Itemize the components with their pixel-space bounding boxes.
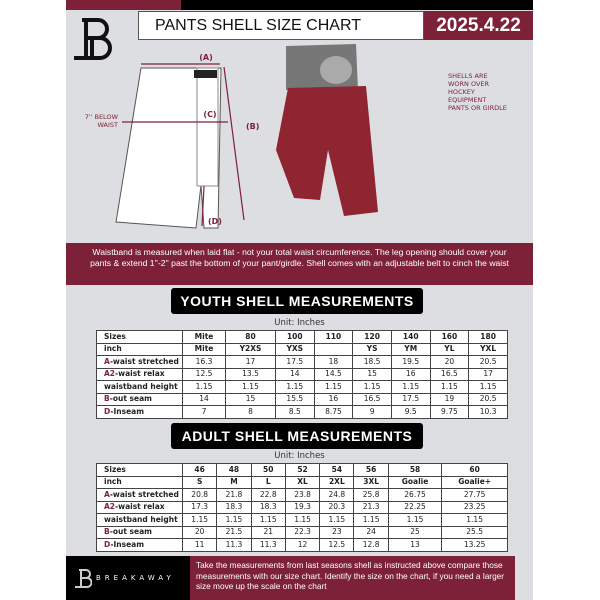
table-cell: 25 [388, 526, 442, 539]
table-cell: Mite [183, 331, 226, 344]
c-measure-note: 7'' BELOW WAIST [84, 113, 118, 129]
row-label [97, 343, 183, 356]
table-row [97, 343, 508, 356]
row-label [97, 406, 183, 419]
table-cell: 17 [226, 356, 276, 369]
table-row [97, 514, 508, 527]
table-cell: 16 [391, 368, 430, 381]
table-cell: 18.3 [217, 501, 251, 514]
table-cell: 1.15 [183, 514, 217, 527]
row-label-text: -waist relax [115, 502, 165, 512]
table-cell: 17.5 [275, 356, 314, 369]
table-row [97, 368, 508, 381]
pants-diagram [66, 40, 533, 243]
footer-brand: BREAKAWAY [96, 574, 175, 582]
table-cell: 1.15 [430, 381, 469, 394]
table-cell: 8 [226, 406, 276, 419]
table-cell: 15 [353, 368, 392, 381]
table-cell: 21 [251, 526, 285, 539]
table-cell: 1.15 [217, 514, 251, 527]
table-cell: 25.8 [354, 489, 388, 502]
table-cell: 56 [354, 464, 388, 477]
table-cell: 100 [275, 331, 314, 344]
table-cell: 16.5 [353, 393, 392, 406]
table-cell: YM [391, 343, 430, 356]
table-cell: 10.3 [469, 406, 508, 419]
table-cell: 8.75 [314, 406, 353, 419]
table-cell: 1.15 [320, 514, 354, 527]
table-cell: 18 [314, 356, 353, 369]
row-label [97, 464, 183, 477]
row-label-text: -waist stretched [109, 489, 179, 499]
label-b: (B) [246, 122, 260, 131]
row-label-text: -waist stretched [109, 356, 179, 366]
row-label [97, 381, 183, 394]
row-label-text: inch [104, 477, 122, 487]
table-row [97, 331, 508, 344]
table-cell: 22.3 [285, 526, 319, 539]
table-row [97, 356, 508, 369]
table-cell: L [251, 476, 285, 489]
table-cell: 16.5 [430, 368, 469, 381]
table-cell: Goalie [388, 476, 442, 489]
table-cell: 160 [430, 331, 469, 344]
table-cell: 25.5 [442, 526, 508, 539]
table-cell: 80 [226, 331, 276, 344]
table-cell: 24.8 [320, 489, 354, 502]
size-chart-sheet [66, 0, 533, 600]
table-cell: 20.5 [469, 393, 508, 406]
table-cell: S [183, 476, 217, 489]
row-label-text: Sizes [104, 464, 126, 474]
table-cell: 54 [320, 464, 354, 477]
table-cell: 23 [320, 526, 354, 539]
adult-unit: Unit: Inches [274, 451, 325, 461]
youth-table [96, 330, 508, 419]
table-cell: 19 [430, 393, 469, 406]
row-label [97, 356, 183, 369]
row-label-prefix: A [104, 356, 110, 366]
table-cell: 21.3 [354, 501, 388, 514]
table-cell: 13.5 [226, 368, 276, 381]
row-label-prefix: D [104, 539, 111, 549]
table-row [97, 501, 508, 514]
table-row [97, 381, 508, 394]
table-cell: Y2XS [226, 343, 276, 356]
shell-note: SHELLS ARE WORN OVER HOCKEY EQUIPMENT PANTS OR GIRDLE [448, 72, 507, 112]
table-cell: 12 [285, 539, 319, 552]
table-cell: 140 [391, 331, 430, 344]
table-cell: 1.15 [226, 381, 276, 394]
row-label-prefix: B [104, 394, 110, 404]
table-cell: 9 [353, 406, 392, 419]
table-row [97, 526, 508, 539]
row-label-prefix: A [104, 489, 110, 499]
youth-heading: YOUTH SHELL MEASUREMENTS [171, 288, 423, 314]
footer-logo-icon [74, 568, 92, 588]
table-row [97, 539, 508, 552]
row-label-text: waistband height [104, 381, 178, 391]
table-cell: 16.3 [183, 356, 226, 369]
table-cell: Goalie+ [442, 476, 508, 489]
row-label [97, 514, 183, 527]
row-label-text: -waist relax [115, 369, 165, 379]
table-cell: YXS [275, 343, 314, 356]
row-label [97, 489, 183, 502]
adult-heading: ADULT SHELL MEASUREMENTS [171, 423, 423, 449]
table-cell: 20 [183, 526, 217, 539]
row-label-text: -out seam [109, 527, 152, 537]
row-label-text: -Inseam [110, 406, 145, 416]
table-cell: 13 [388, 539, 442, 552]
table-cell: 60 [442, 464, 508, 477]
table-cell: 12.8 [354, 539, 388, 552]
table-cell: YL [430, 343, 469, 356]
table-cell: 1.15 [251, 514, 285, 527]
table-cell: 1.15 [353, 381, 392, 394]
table-cell: 20.8 [183, 489, 217, 502]
table-cell: 9.75 [430, 406, 469, 419]
table-cell: 11.3 [251, 539, 285, 552]
youth-unit: Unit: Inches [274, 318, 325, 328]
table-cell: 26.75 [388, 489, 442, 502]
table-cell: 21.5 [217, 526, 251, 539]
label-c: (C) [203, 110, 217, 119]
table-cell: 17.3 [183, 501, 217, 514]
table-cell: 15.5 [275, 393, 314, 406]
table-cell [314, 343, 353, 356]
label-d: (D) [208, 217, 222, 226]
table-cell: 20 [430, 356, 469, 369]
table-cell: 7 [183, 406, 226, 419]
table-cell: 1.15 [314, 381, 353, 394]
table-cell: 1.15 [285, 514, 319, 527]
row-label-prefix: D [104, 406, 111, 416]
table-cell: 1.15 [183, 381, 226, 394]
row-label-prefix: B [104, 527, 110, 537]
table-cell: XL [285, 476, 319, 489]
table-cell: 18.5 [353, 356, 392, 369]
label-a: (A) [199, 53, 213, 62]
table-cell: 2XL [320, 476, 354, 489]
row-label [97, 526, 183, 539]
row-label-prefix: A2 [104, 369, 116, 379]
table-cell: 18.3 [251, 501, 285, 514]
table-cell: 12.5 [320, 539, 354, 552]
table-cell: 19.3 [285, 501, 319, 514]
table-cell: 11.3 [217, 539, 251, 552]
table-cell: 20.3 [320, 501, 354, 514]
row-label-text: -Inseam [110, 539, 145, 549]
table-cell: 23.8 [285, 489, 319, 502]
table-cell: 14.5 [314, 368, 353, 381]
table-row [97, 393, 508, 406]
table-row [97, 476, 508, 489]
top-black-bar [181, 0, 533, 10]
table-cell: 180 [469, 331, 508, 344]
row-label-text: waistband height [104, 514, 178, 524]
table-cell: M [217, 476, 251, 489]
table-cell: 12.5 [183, 368, 226, 381]
table-cell: 21.8 [217, 489, 251, 502]
table-cell: 9.5 [391, 406, 430, 419]
table-row [97, 489, 508, 502]
table-cell: 58 [388, 464, 442, 477]
table-cell: 48 [217, 464, 251, 477]
table-cell: 20.5 [469, 356, 508, 369]
row-label-prefix: A2 [104, 502, 116, 512]
table-cell: 14 [183, 393, 226, 406]
table-cell: 23.25 [442, 501, 508, 514]
top-accent-bar [66, 0, 181, 10]
info-banner: Waistband is measured when laid flat - not your total waist circumference. The leg opening should cover your pants & extend 1''-2'' past the bottom of your pant/girdle. Shell comes with an adjustable belt to cinch the waist [66, 243, 533, 285]
footer-instructions: Take the measurements from last seasons shell as instructed above compare those measurements with our size chart. Identify the size on the chart, if you need a larger size move up the scale on the chart [190, 556, 515, 600]
table-cell: 13.25 [442, 539, 508, 552]
table-row [97, 406, 508, 419]
table-cell: 120 [353, 331, 392, 344]
table-cell: 14 [275, 368, 314, 381]
table-cell: 22.8 [251, 489, 285, 502]
row-label [97, 331, 183, 344]
row-label-text: Sizes [104, 331, 126, 341]
table-cell: 1.15 [275, 381, 314, 394]
table-cell: 15 [226, 393, 276, 406]
table-cell: YS [353, 343, 392, 356]
table-cell: YXL [469, 343, 508, 356]
adult-table [96, 463, 508, 552]
table-cell: 17 [469, 368, 508, 381]
table-cell: 22.25 [388, 501, 442, 514]
table-cell: 110 [314, 331, 353, 344]
table-cell: Mite [183, 343, 226, 356]
row-label [97, 476, 183, 489]
table-cell: 46 [183, 464, 217, 477]
table-cell: 27.75 [442, 489, 508, 502]
page-title: PANTS SHELL SIZE CHART [138, 11, 424, 40]
table-cell: 11 [183, 539, 217, 552]
table-cell: 1.15 [442, 514, 508, 527]
table-cell: 3XL [354, 476, 388, 489]
table-cell: 1.15 [391, 381, 430, 394]
row-label [97, 539, 183, 552]
date-badge: 2025.4.22 [424, 11, 533, 40]
row-label-text: -out seam [109, 394, 152, 404]
row-label [97, 501, 183, 514]
row-label-text: inch [104, 344, 122, 354]
table-cell: 1.15 [469, 381, 508, 394]
row-label [97, 368, 183, 381]
table-cell: 50 [251, 464, 285, 477]
table-cell: 19.5 [391, 356, 430, 369]
table-cell: 24 [354, 526, 388, 539]
table-row [97, 464, 508, 477]
table-cell: 1.15 [388, 514, 442, 527]
table-cell: 1.15 [354, 514, 388, 527]
row-label [97, 393, 183, 406]
table-cell: 52 [285, 464, 319, 477]
table-cell: 16 [314, 393, 353, 406]
table-cell: 17.5 [391, 393, 430, 406]
table-cell: 8.5 [275, 406, 314, 419]
